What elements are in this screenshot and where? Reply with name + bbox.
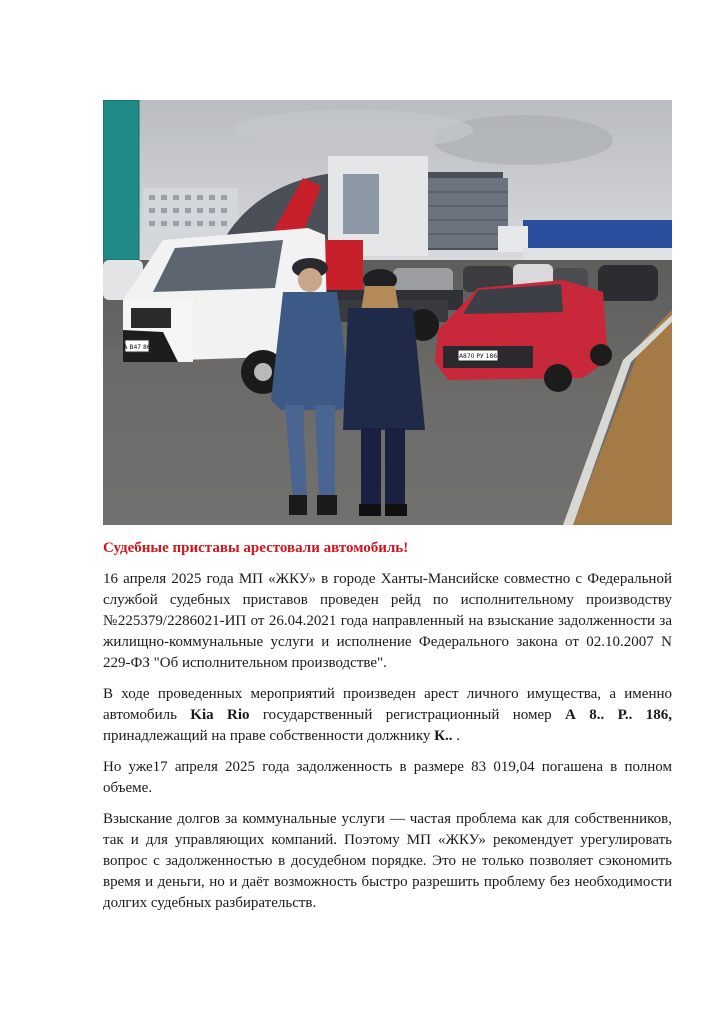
- paragraph-4: Взыскание долгов за коммунальные услуги — частая проблема как для собственников, так и для управляющих компаний. Поэтому МП «ЖКУ» рекомендует урегулировать вопрос с задолженностью в досудебном порядке. Это не только позволяет сэкономить время и деньги, но и даёт возможность быстро разрешить проблему без необходимости долгих судебных разбирательств.: [103, 811, 672, 911]
- paragraph-3: Но уже17 апреля 2025 года задолженность в размере 83 019,04 погашена в полном объеме.: [103, 759, 672, 796]
- plate-number: А 8.. Р.. 186,: [565, 707, 672, 723]
- teal-building: [103, 100, 139, 260]
- article-body: [103, 537, 672, 924]
- truck-plate: А В47 86: [123, 344, 151, 351]
- article-title: Судебные приставы арестовали автомобиль!: [103, 540, 409, 556]
- car-model: Kia Rio: [190, 707, 250, 723]
- p2-text-1: В ходе проведенных мероприятий произведен арест личного имущества, а именно автомобиль: [103, 686, 672, 723]
- debtor-name: К..: [434, 728, 453, 744]
- photo-illustration: [103, 100, 672, 525]
- blue-building: [523, 220, 672, 252]
- article-photo: [103, 100, 672, 525]
- p2-text-3: принадлежащий на праве собственности должнику: [103, 728, 435, 744]
- paragraph-2: [103, 684, 672, 747]
- p2-text-4: .: [452, 728, 461, 744]
- car-plate: А870 РУ 186: [458, 353, 498, 360]
- p2-text-2: государственный регистрационный номер: [249, 707, 565, 723]
- paragraph-1: 16 апреля 2025 года МП «ЖКУ» в городе Ханты-Мансийске совместно с Федеральной службой судебных приставов проведен рейд по исполнительному производству №225379/2286021-ИП от 26.04.2021 года направленный на взыскание задолженности за жилищно-коммунальные услуги и исполнение Федерального закона от 02.10.2007 N 229-ФЗ "Об исполнительном производстве".: [103, 571, 672, 671]
